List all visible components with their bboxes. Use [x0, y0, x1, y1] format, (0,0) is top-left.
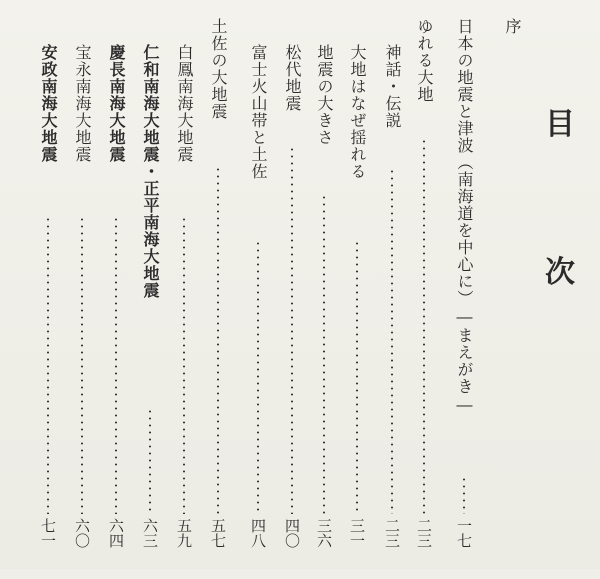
toc-entry-page: 三六 — [315, 518, 333, 548]
toc-entry-preface[interactable] — [500, 18, 524, 553]
toc-entry-page: 六三 — [141, 518, 159, 548]
toc-leader-dots — [47, 216, 49, 514]
toc-leader-dots — [183, 216, 185, 514]
toc-entry-text: 安政南海大地震 — [39, 44, 58, 163]
toc-entry-shinwa[interactable] — [380, 44, 404, 579]
toc-entry-text: 仁和南海大地震・正平南海大地震 — [141, 44, 160, 299]
toc-entry-text: 慶長南海大地震 — [107, 44, 126, 163]
toc-entry-tosa-daijishin[interactable] — [206, 18, 230, 553]
toc-leader-dots — [257, 240, 259, 514]
toc-entry-hoei[interactable] — [70, 44, 94, 579]
toc-title-char-1: 目 — [545, 107, 575, 142]
toc-leader-dots — [115, 216, 117, 514]
toc-leader-dots — [217, 166, 219, 514]
toc-leader-dots — [463, 476, 465, 514]
toc-entry-text: 地震の大きさ — [315, 44, 334, 146]
toc-entry-text: 日本の地震と津波（南海道を中心に）―まえがき― — [455, 18, 474, 415]
toc-entry-text: 大地はなぜ揺れる — [348, 44, 367, 180]
toc-entry-keicho[interactable] — [104, 44, 128, 579]
toc-entry-text: 序 — [503, 18, 522, 35]
toc-entry-naze-yureru[interactable] — [345, 44, 369, 579]
toc-entry-text: 宝永南海大地震 — [73, 44, 92, 163]
toc-leader-dots — [356, 240, 358, 514]
toc-leader-dots — [423, 138, 425, 514]
toc-entry-ansei[interactable] — [36, 44, 60, 579]
toc-leader-dots — [323, 194, 325, 514]
toc-entry-page: 一七 — [455, 518, 473, 548]
toc-title-char-2: 次 — [545, 255, 575, 290]
toc-entry-nihon-jishin[interactable] — [452, 18, 476, 553]
toc-entry-yureru-daichi[interactable] — [412, 18, 436, 553]
toc-entry-page: 二三 — [415, 518, 433, 548]
toc-leader-dots — [149, 408, 151, 514]
toc-entry-text: 白鳳南海大地震 — [175, 44, 194, 163]
toc-entry-text: 松代地震 — [283, 44, 302, 112]
toc-entry-page: 五七 — [209, 518, 227, 548]
toc-entry-matsushiro[interactable] — [280, 44, 304, 579]
toc-entry-text: 富士火山帯と土佐 — [249, 44, 268, 180]
toc-entry-page: 三一 — [348, 518, 366, 548]
toc-entry-ookisa[interactable] — [312, 44, 336, 579]
toc-entry-page: 六〇 — [73, 518, 91, 548]
toc-leader-dots — [291, 146, 293, 514]
toc-leader-dots — [391, 168, 393, 514]
toc-entry-text: 土佐の大地震 — [209, 18, 228, 120]
toc-entry-fuji-kazantai[interactable] — [246, 44, 270, 579]
toc-entry-page: 六四 — [107, 518, 125, 548]
toc-entry-page: 五九 — [175, 518, 193, 548]
toc-entry-text: 神話・伝説 — [383, 44, 402, 129]
toc-entry-hakuho[interactable] — [172, 44, 196, 579]
toc-leader-dots — [81, 216, 83, 514]
toc-entry-page: 二三 — [383, 518, 401, 548]
toc-entry-ninna-shohei[interactable] — [138, 44, 162, 579]
toc-entry-page: 七一 — [39, 518, 57, 548]
toc-entry-page: 四八 — [249, 518, 267, 548]
toc-entry-page: 四〇 — [283, 518, 301, 548]
toc-entry-text: ゆれる大地 — [415, 18, 434, 103]
